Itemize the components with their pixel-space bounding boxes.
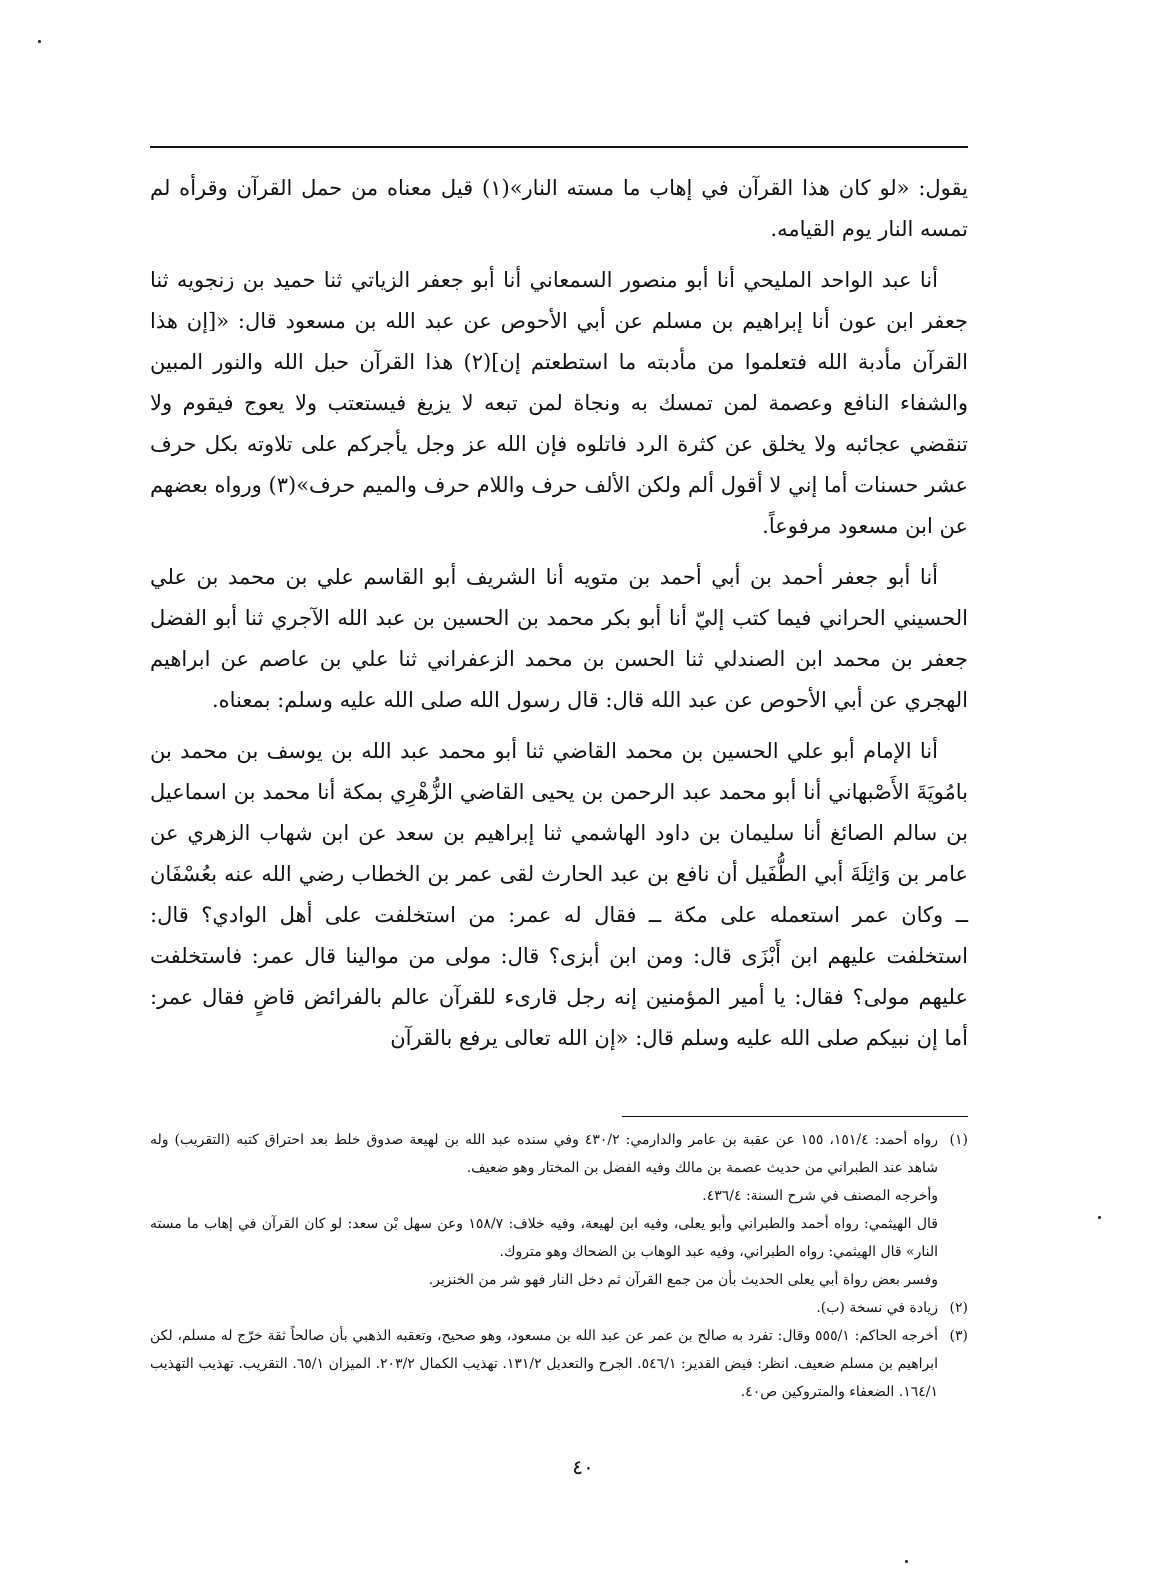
top-rule xyxy=(150,146,968,148)
body-paragraph: أنا عبد الواحد المليحي أنا أبو منصور السمعاني أنا أبو جعفر الزياتي ثنا حميد بن زنجويه ثنا جعفر ابن عون أنا إبراهيم بن مسلم عن أبي الأحوص عن عبد الله بن مسعود قال: «[إن هذا القرآن مأدبة الله فتعلموا من مأدبته ما استطعتم إن](٢) هذا القرآن حبل الله والنور المبين والشفاء النافع وعصمة لمن تمسك به ونجاة لمن تبعه لا يزيغ فيستعتب ولا يعوج فيقوم ولا تنقضي عجائبه ولا يخلق عن كثرة الرد فاتلوه فإن الله عز وجل يأجركم على تلاوته بكل حرف عشر حسنات أما إني لا أقول ألم ولكن الألف حرف واللام حرف والميم حرف»(٣) ورواه بعضهم عن ابن مسعود مرفوعاً. xyxy=(150,268,968,538)
footnote-line: أخرجه الحاكم: ٥٥٥/١ وقال: تفرد به صالح بن عمر عن عبد الله بن مسعود، وهو صحيح، وتعقبه الذهبي بأن صالحاً ثقة خرّج له مسلم، لكن ابراهيم بن مسلم ضعيف. انظر: فيض القدير: ٥٤٦/١. الجرح والتعديل ١٣١/٢. تهذيب الكمال ٢٠٣/٢. الميزان ٦٥/١. التقريب. تهذيب التهذيب ١٦٤/١. الضعفاء والمتروكين ص٤٠. xyxy=(150,1328,938,1400)
footnote-mark: (١) xyxy=(949,1132,968,1148)
body-paragraph: أنا الإمام أبو علي الحسين بن محمد القاضي ثنا أبو محمد عبد الله بن يوسف بن محمد بن بامُويَةَ الأَصْبهاني أنا أبو محمد عبد الرحمن بن يحيى القاضي الزُّهْرِي بمكة أنا محمد بن اسماعيل بن سالم الصائغ أنا سليمان بن داود الهاشمي ثنا إبراهيم بن سعد عن ابن شهاب الزهري عن عامر بن وَاثِلَةَ أبي الطُّفَيل أن نافع بن عبد الحارث لقى عمر بن الخطاب رضي الله عنه بعُسْفَان ــ وكان عمر استعمله على مكة ــ فقال له عمر: من استخلفت على أهل الوادي؟ قال: استخلفت عليهم ابن أَبْزَى قال: ومن ابن أبزى؟ قال: مولى من موالينا قال عمر: فاستخلفت عليهم مولى؟ فقال: يا أمير المؤمنين إنه رجل قارىء للقرآن عالم بالفرائض قاضٍ فقال عمر: أما إن نبيكم صلى الله عليه وسلم قال: «إن الله تعالى يرفع بالقرآن xyxy=(150,739,968,1050)
body-paragraph: أنا أبو جعفر أحمد بن أبي أحمد بن متويه أنا الشريف أبو القاسم علي بن محمد بن علي الحسيني الحراني فيما كتب إليّ أنا أبو بكر محمد بن الحسين بن عبد الله الآجري ثنا أبو الفضل جعفر بن محمد ابن الصندلي ثنا الحسن بن محمد الزعفراني ثنا علي بن عاصم عن ابراهيم الهجري عن أبي الأحوص عن عبد الله قال: قال رسول الله صلى الله عليه وسلم: بمعناه. xyxy=(150,565,968,712)
footnote-1 xyxy=(150,1126,968,1294)
body-paragraph: يقول: «لو كان هذا القرآن في إهاب ما مسته النار»(١) قيل معناه من حمل القرآن وقرأه لم تمسه النار يوم القيامه. xyxy=(150,176,968,241)
footnote-3 xyxy=(150,1322,968,1406)
footnote-mark: (٢) xyxy=(949,1300,968,1316)
footnote-2 xyxy=(150,1294,968,1322)
footnote-mark: (٣) xyxy=(949,1328,968,1344)
footnote-line: قال الهيثمي: رواه أحمد والطبراني وأبو يعلى، وفيه ابن لهيعة، وفيه خلاف: ١٥٨/٧ وعن سهل بْن سعد: لو كان القرآن في إهاب ما مسته النار» قال الهيثمي: رواه الطبراني، وفيه عبد الوهاب بن الضحاك وهو متروك. xyxy=(150,1216,938,1260)
page-number: ٤٠ xyxy=(572,1455,594,1479)
footnote-line: زيادة في نسخة (ب). xyxy=(816,1300,938,1316)
footnote-line: وفسر بعض رواة أبي يعلى الحديث بأن من جمع القرآن ثم دخل النار فهو شر من الخنزير. xyxy=(428,1272,938,1288)
footnote-line: رواه أحمد: ١٥١/٤، ١٥٥ عن عقبة بن عامر والدارمي: ٤٣٠/٢ وفي سنده عبد الله بن لهيعة صدوق خلط بعد احتراق كتبه (التقريب) وله شاهد عند الطبراني من حديث عصمة بن مالك وفيه الفضل بن المختار وهو ضعيف. xyxy=(150,1132,939,1176)
scan-speck xyxy=(38,40,41,43)
footnote-separator xyxy=(622,1116,968,1117)
main-text xyxy=(150,168,968,1069)
scan-speck xyxy=(905,1560,908,1563)
scan-speck xyxy=(1098,1216,1101,1219)
footnote-line: وأخرجه المصنف في شرح السنة: ٤٣٦/٤. xyxy=(702,1188,938,1204)
footnotes xyxy=(150,1126,968,1406)
